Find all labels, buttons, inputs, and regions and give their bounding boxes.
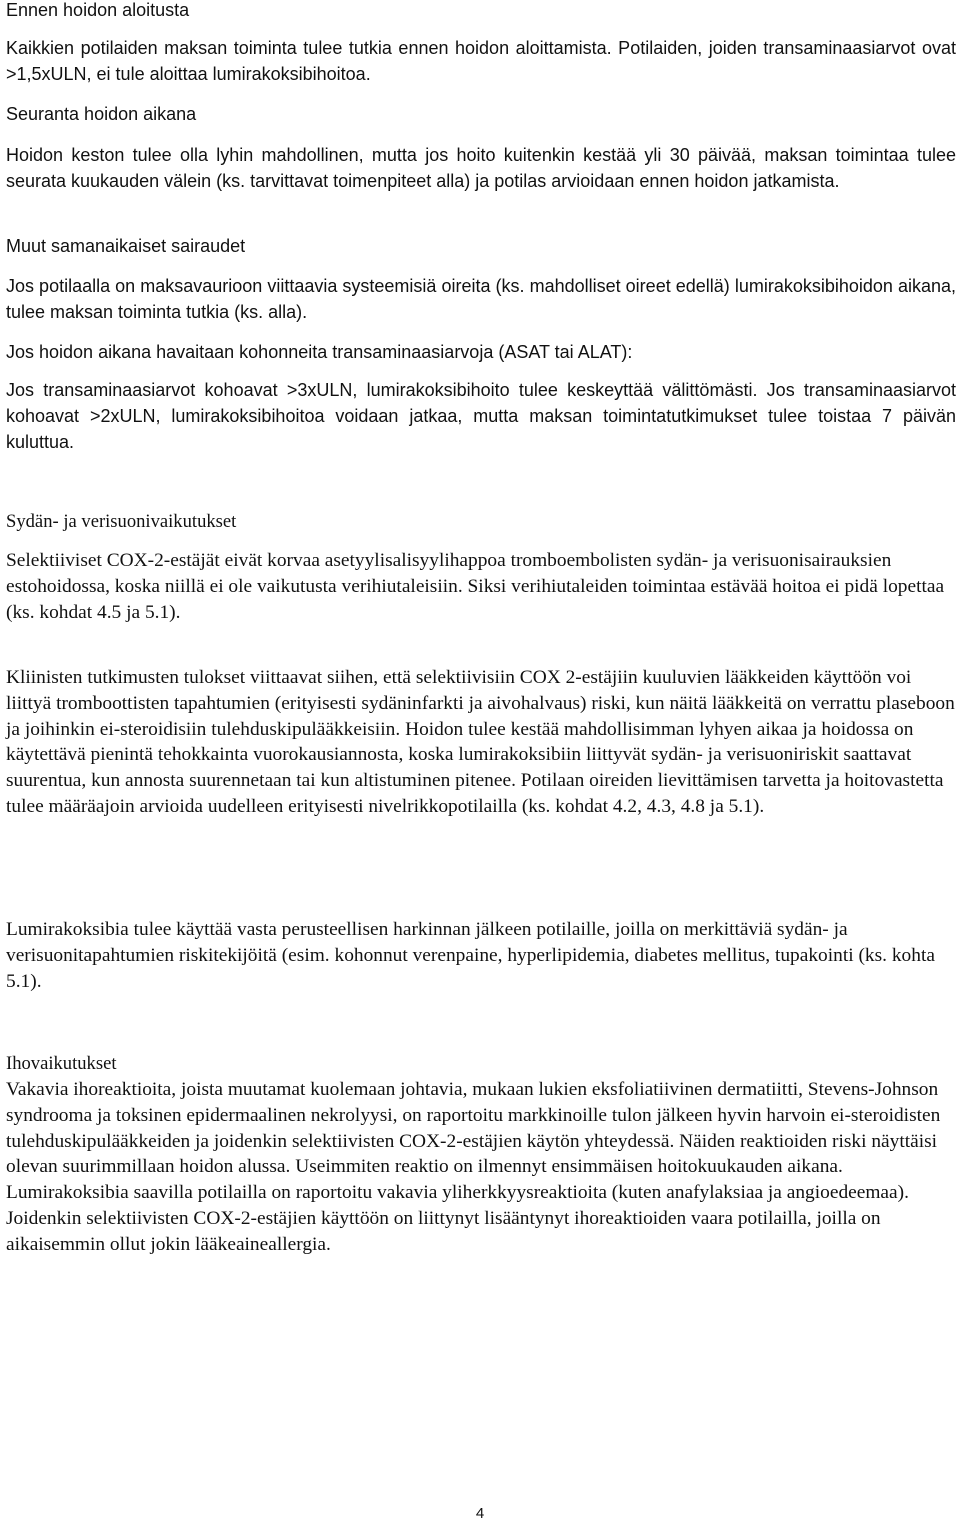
paragraph-before-treatment: Kaikkien potilaiden maksan toiminta tulee tutkia ennen hoidon aloittamista. Potilaiden, joiden transaminaasiarvot ovat >1,5xULN, ei tule aloittaa lumirakoksibihoitoa. (6, 38, 956, 84)
paragraph-monitoring: Hoidon keston tulee olla lyhin mahdollinen, mutta jos hoito kuitenkin kestää yli 30 päivää, maksan toimintaa tulee seurata kuukauden välein (ks. tarvittavat toimenpiteet alla) ja potilas arvioidaan ennen hoidon jatkamista. (6, 145, 956, 191)
heading-concurrent-diseases: Muut samanaikaiset sairaudet (6, 236, 246, 256)
page-number: 4 (475, 1505, 485, 1522)
paragraph-cardiovascular-2: Kliinisten tutkimusten tulokset viittaavat siihen, että selektiivisiin COX 2-estäjiin kuuluvien lääkkeiden käyttöön voi liittyä tromboottisten tapahtumien (erityisesti sydäninfarkti ja aivohalvaus) riski, kun näitä lääkkeitä on verrattu plaseboon ja joihinkin ei-steroidisiin tulehduskipulääkkeisiin. Hoidon tulee kestää mahdollisimman lyhyen aikaa ja hoidossa on käytettävä pienintä tehokkainta vuorokausiannosta, koska lumirakoksibiin liittyvät sydän- ja verisuoniriskit saattavat suurentua, kun annosta suurennetaan tai kun altistuminen pitenee. Potilaan oireiden lievittämisen tarvetta ja hoitovastetta tulee määräajoin arvioida uudelleen erityisesti nivelrikkopotilailla (ks. kohdat 4.2, 4.3, 4.8 ja 5.1). (6, 667, 955, 817)
paragraph-cardiovascular-3: Lumirakoksibia tulee käyttää vasta perusteellisen harkinnan jälkeen potilaille, joilla on merkittäviä sydän- ja verisuonitapahtumien riskitekijöitä (esim. kohonnut verenpaine, hyperlipidemia, diabetes mellitus, tupakointi (ks. kohta 5.1). (6, 919, 935, 992)
heading-skin-reactions: Ihovaikutukset (6, 1053, 117, 1074)
heading-before-treatment: Ennen hoidon aloitusta (6, 0, 190, 20)
heading-cardiovascular: Sydän- ja verisuonivaikutukset (6, 511, 237, 532)
paragraph-skin-reactions: Vakavia ihoreaktioita, joista muutamat kuolemaan johtavia, mukaan lukien eksfoliatiivinen dermatiitti, Stevens-Johnson syndrooma ja toksinen epidermaalinen nekrolyysi, on raportoitu markkinoille tulon jälkeen hyvin harvoin ei-steroidisten tulehduskipulääkkeiden ja joidenkin selektiivisten COX-2-estäjien käytön yhteydessä. Näiden reaktioiden riski näyttäisi olevan suurimmillaan hoidon alussa. Useimmiten reaktio on ilmennyt ensimmäisen hoitokuukauden aikana. Lumirakoksibia saavilla potilailla on raportoitu vakavia yliherkkyysreaktioita (kuten anafylaksiaa ja angioedeemaa). Joidenkin selektiivisten COX-2-estäjien käyttöön on liittynyt lisääntynyt ihoreaktioiden vaara potilailla, joilla on aikaisemmin ollut jokin lääkeaineallergia. (6, 1079, 941, 1255)
paragraph-elevated-transaminases: Jos transaminaasiarvot kohoavat >3xULN, lumirakoksibihoito tulee keskeyttää välittömästi. Jos transaminaasiarvot kohoavat >2xULN, lumirakoksibihoitoa voidaan jatkaa, mutta maksan toimintatutkimukset tulee toistaa 7 päivän kuluttua. (6, 380, 956, 452)
heading-elevated-transaminases: Jos hoidon aikana havaitaan kohonneita transaminaasiarvoja (ASAT tai ALAT): (6, 342, 633, 362)
heading-monitoring: Seuranta hoidon aikana (6, 104, 197, 124)
paragraph-cardiovascular-1: Selektiiviset COX-2-estäjät eivät korvaa asetyylisalisyylihappoa tromboembolisten sydän- ja verisuonisairauksien estohoidossa, koska niillä ei ole vaikutusta verihiutaleisiin. Siksi verihiutaleiden toimintaa estävää hoitoa ei pidä lopettaa (ks. kohdat 4.5 ja 5.1). (6, 550, 945, 623)
paragraph-concurrent-diseases: Jos potilaalla on maksavaurioon viittaavia systeemisiä oireita (ks. mahdolliset oireet edellä) lumirakoksibihoidon aikana, tulee maksan toiminta tutkia (ks. alla). (6, 276, 956, 322)
